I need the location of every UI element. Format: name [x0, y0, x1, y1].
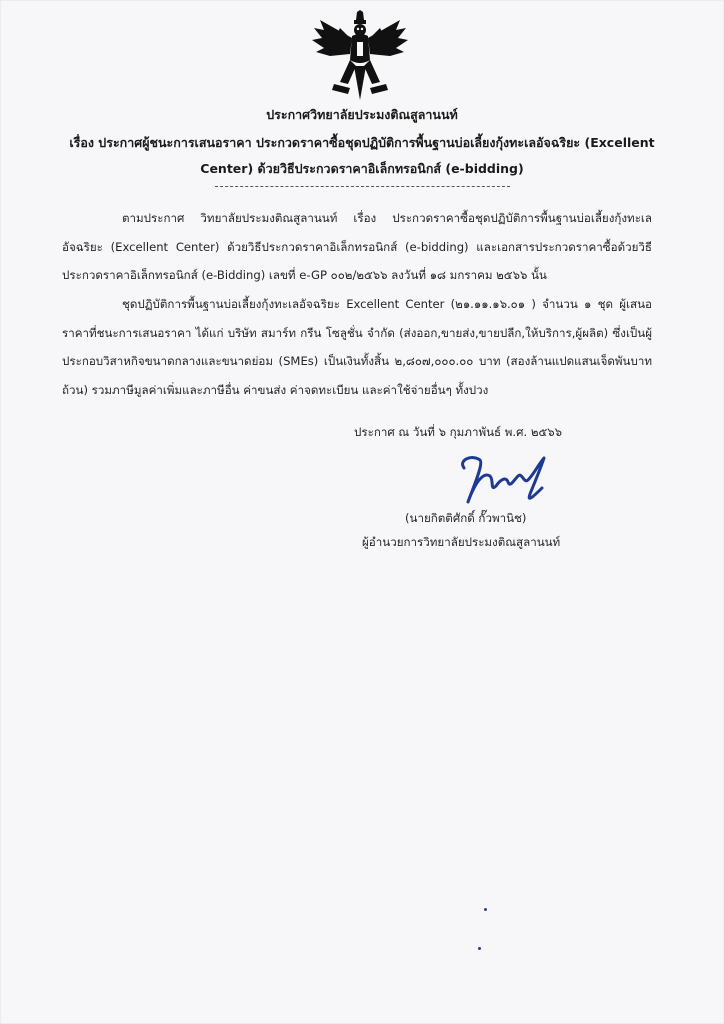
issuer-heading: ประกาศวิทยาลัยประมงติณสูลานนท์ — [266, 107, 458, 122]
paragraph-reference: ตามประกาศ วิทยาลัยประมงติณสูลานนท์ เรื่อง ประกวดราคาซื้อชุดปฏิบัติการพื้นฐานบ่อเลี้ยงกุ้งทะเลอัจฉริยะ (Excellent Center) ด้วยวิธีประกวดราคาอิเล็กทรอนิกส์ (e-bidding) และเอกสารประกวดราคาซื้อด้วยวิธีประกวดราคาอิเล็กทรอนิกส์ (e-Bidding) เลขที่ e-GP ๐๐๒/๒๕๖๖ ลงวันที่ ๑๘ มกราคม ๒๕๖๖ นั้น — [62, 211, 652, 282]
announcement-date: ประกาศ ณ วันที่ ๖ กุมภาพันธ์ พ.ศ. ๒๕๖๖ — [354, 425, 562, 439]
garuda-emblem-icon — [310, 10, 410, 105]
signer-name: (นายกิตติศักดิ์ กั๊วพานิช) — [405, 511, 527, 525]
subject-line-1: เรื่อง ประกาศผู้ชนะการเสนอราคา ประกวดราคาซื้อชุดปฏิบัติการพื้นฐานบ่อเลี้ยงกุ้งทะเลอัจฉริยะ (Excellent — [69, 135, 655, 150]
signature-icon — [450, 450, 560, 508]
ink-speck — [478, 947, 481, 950]
ink-speck — [484, 908, 487, 911]
paragraph-winner: ชุดปฏิบัติการพื้นฐานบ่อเลี้ยงกุ้งทะเลอัจฉริยะ Excellent Center (๒๑.๑๑.๑๖.๐๑ ) จำนวน ๑ ชุด ผู้เสนอราคาที่ชนะการเสนอราคา ได้แก่ บริษัท สมาร์ท กรีน โซลูชั่น จำกัด (ส่งออก,ขายส่ง,ขายปลีก,ให้บริการ,ผู้ผลิต) ซึ่งเป็นผู้ประกอบวิสาหกิจขนาดกลางและขนาดย่อม (SMEs) เป็นเงินทั้งสิ้น ๒,๘๐๗,๐๐๐.๐๐ บาท (สองล้านแปดแสนเจ็ดพันบาทถ้วน) รวมภาษีมูลค่าเพิ่มและภาษีอื่น ค่าขนส่ง ค่าจดทะเบียน และค่าใช้จ่ายอื่นๆ ทั้งปวง — [62, 297, 652, 397]
signer-title: ผู้อำนวยการวิทยาลัยประมงติณสูลานนท์ — [362, 535, 561, 549]
subject-line-2: Center) ด้วยวิธีประกวดราคาอิเล็กทรอนิกส์ (e-bidding) — [200, 161, 524, 176]
separator-line — [215, 186, 510, 187]
